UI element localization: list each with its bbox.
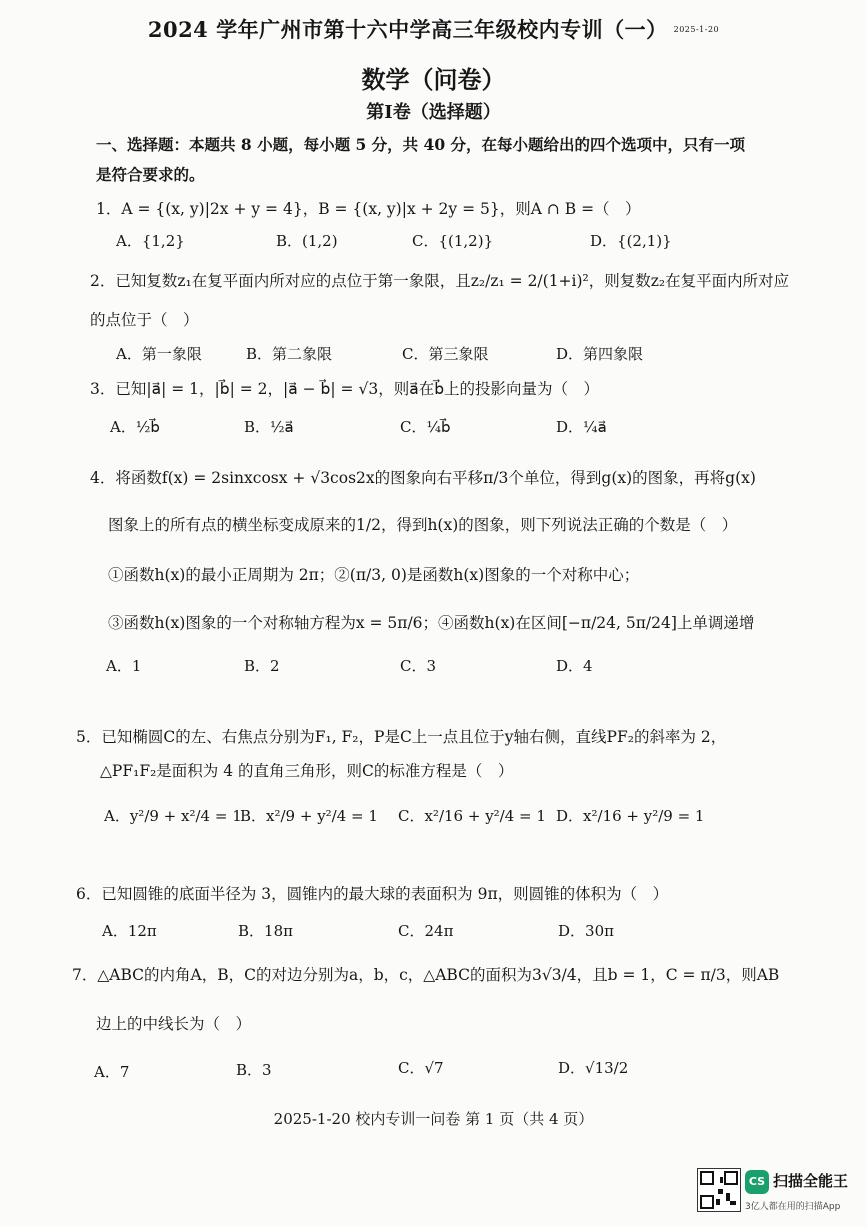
question-4-option-b: B．2: [244, 657, 280, 675]
question-1-option-a: A．{1,2}: [116, 232, 185, 250]
question-6-option-b: B．18π: [238, 922, 293, 940]
title-text: 2024 学年广州市第十六中学高三年级校内专训（一）: [147, 17, 668, 42]
question-6-stem: 6．已知圆锥的底面半径为 3，圆锥内的最大球的表面积为 9π，则圆锥的体积为（ ）: [76, 885, 669, 903]
question-4-stem-line1: 4．将函数f(x) = 2sinxcosx + √3cos2x的图象向右平移π/3个单位，得到g(x)的图象，再将g(x): [90, 469, 756, 487]
question-3-option-a: A．½b⃗: [110, 418, 160, 436]
question-2-option-b: B．第二象限: [246, 345, 333, 363]
question-3-stem: 3．已知|a⃗| = 1，|b⃗| = 2，|a⃗ − b⃗| = √3，则a⃗在b⃗上的投影向量为（ ）: [90, 380, 600, 398]
question-4-option-a: A．1: [106, 657, 142, 675]
question-3-option-c: C．¼b⃗: [400, 418, 451, 436]
question-1-option-d: D．{(2,1)}: [590, 232, 672, 250]
question-2-option-a: A．第一象限: [116, 345, 202, 363]
question-5-option-c: C．x²/16 + y²/4 = 1: [398, 807, 546, 825]
question-2-option-c: C．第三象限: [402, 345, 489, 363]
question-7-option-d: D．√13/2: [558, 1059, 629, 1077]
question-4-stem-line3: ①函数h(x)的最小正周期为 2π；②(π/3, 0)是函数h(x)图象的一个对称中心；: [108, 566, 640, 584]
question-6-option-c: C．24π: [398, 922, 454, 940]
section-heading: 第Ⅰ卷（选择题）: [366, 102, 501, 123]
question-7-option-b: B．3: [236, 1061, 272, 1079]
page-footer: 2025-1-20 校内专训一问卷 第 1 页（共 4 页）: [273, 1110, 594, 1128]
question-3-option-d: D．¼a⃗: [556, 418, 607, 436]
question-5-stem-line1: 5．已知椭圆C的左、右焦点分别为F₁, F₂，P是C上一点且位于y轴右侧，直线PF₂的斜率为 2，: [76, 728, 727, 746]
question-7-stem-line2: 边上的中线长为（ ）: [96, 1015, 252, 1033]
question-7-option-c: C．√7: [398, 1059, 444, 1077]
question-4-option-c: C．3: [400, 657, 437, 675]
question-6-option-a: A．12π: [102, 922, 157, 940]
question-4-stem-line2: 图象上的所有点的横坐标变成原来的1/2，得到h(x)的图象，则下列说法正确的个数是（ ）: [108, 516, 738, 534]
question-5-stem-line2: △PF₁F₂是面积为 4 的直角三角形，则C的标准方程是（ ）: [100, 762, 514, 780]
question-7-stem-line1: 7．△ABC的内角A，B，C的对边分别为a，b，c，△ABC的面积为3√3/4，且b = 1，C = π/3，则AB: [72, 966, 780, 984]
scanner-tagline: 3亿人都在用的扫描App: [745, 1202, 841, 1212]
question-1-option-b: B．(1,2): [276, 232, 338, 250]
title-date: 2025-1-20: [673, 25, 720, 34]
question-4-option-d: D．4: [556, 657, 593, 675]
qr-code-icon: [697, 1168, 741, 1212]
instructions-line2: 是符合要求的。: [96, 165, 205, 184]
question-7-option-a: A．7: [94, 1063, 130, 1081]
scanner-brand-name: 扫描全能王: [773, 1172, 849, 1190]
question-5-option-d: D．x²/16 + y²/9 = 1: [556, 807, 705, 825]
question-2-option-d: D．第四象限: [556, 345, 644, 363]
question-5-option-a: A．y²/9 + x²/4 = 1: [104, 807, 242, 825]
camscanner-logo-icon: CS: [745, 1170, 769, 1194]
question-2-stem-line1: 2．已知复数z₁在复平面内所对应的点位于第一象限，且z₂/z₁ = 2/(1+i)²，则复数z₂在复平面内所对应: [90, 272, 790, 290]
question-5-option-b: B．x²/9 + y²/4 = 1: [240, 807, 378, 825]
subject-heading: 数学（问卷）: [361, 65, 506, 94]
instructions-line1: 一、选择题：本题共 8 小题，每小题 5 分，共 40 分，在每小题给出的四个选项中，只有一项: [96, 135, 746, 154]
question-4-stem-line4: ③函数h(x)图象的一个对称轴方程为x = 5π/6；④函数h(x)在区间[−π/24, 5π/24]上单调递增: [108, 614, 755, 632]
question-2-stem-line2: 的点位于（ ）: [90, 311, 199, 329]
question-1-option-c: C．{(1,2)}: [412, 232, 494, 250]
question-6-option-d: D．30π: [558, 922, 614, 940]
document-title: [0, 14, 867, 44]
question-1-stem: 1．A = {(x, y)|2x + y = 4}，B = {(x, y)|x + 2y = 5}，则A ∩ B =（ ）: [96, 200, 641, 218]
question-3-option-b: B．½a⃗: [244, 418, 294, 436]
